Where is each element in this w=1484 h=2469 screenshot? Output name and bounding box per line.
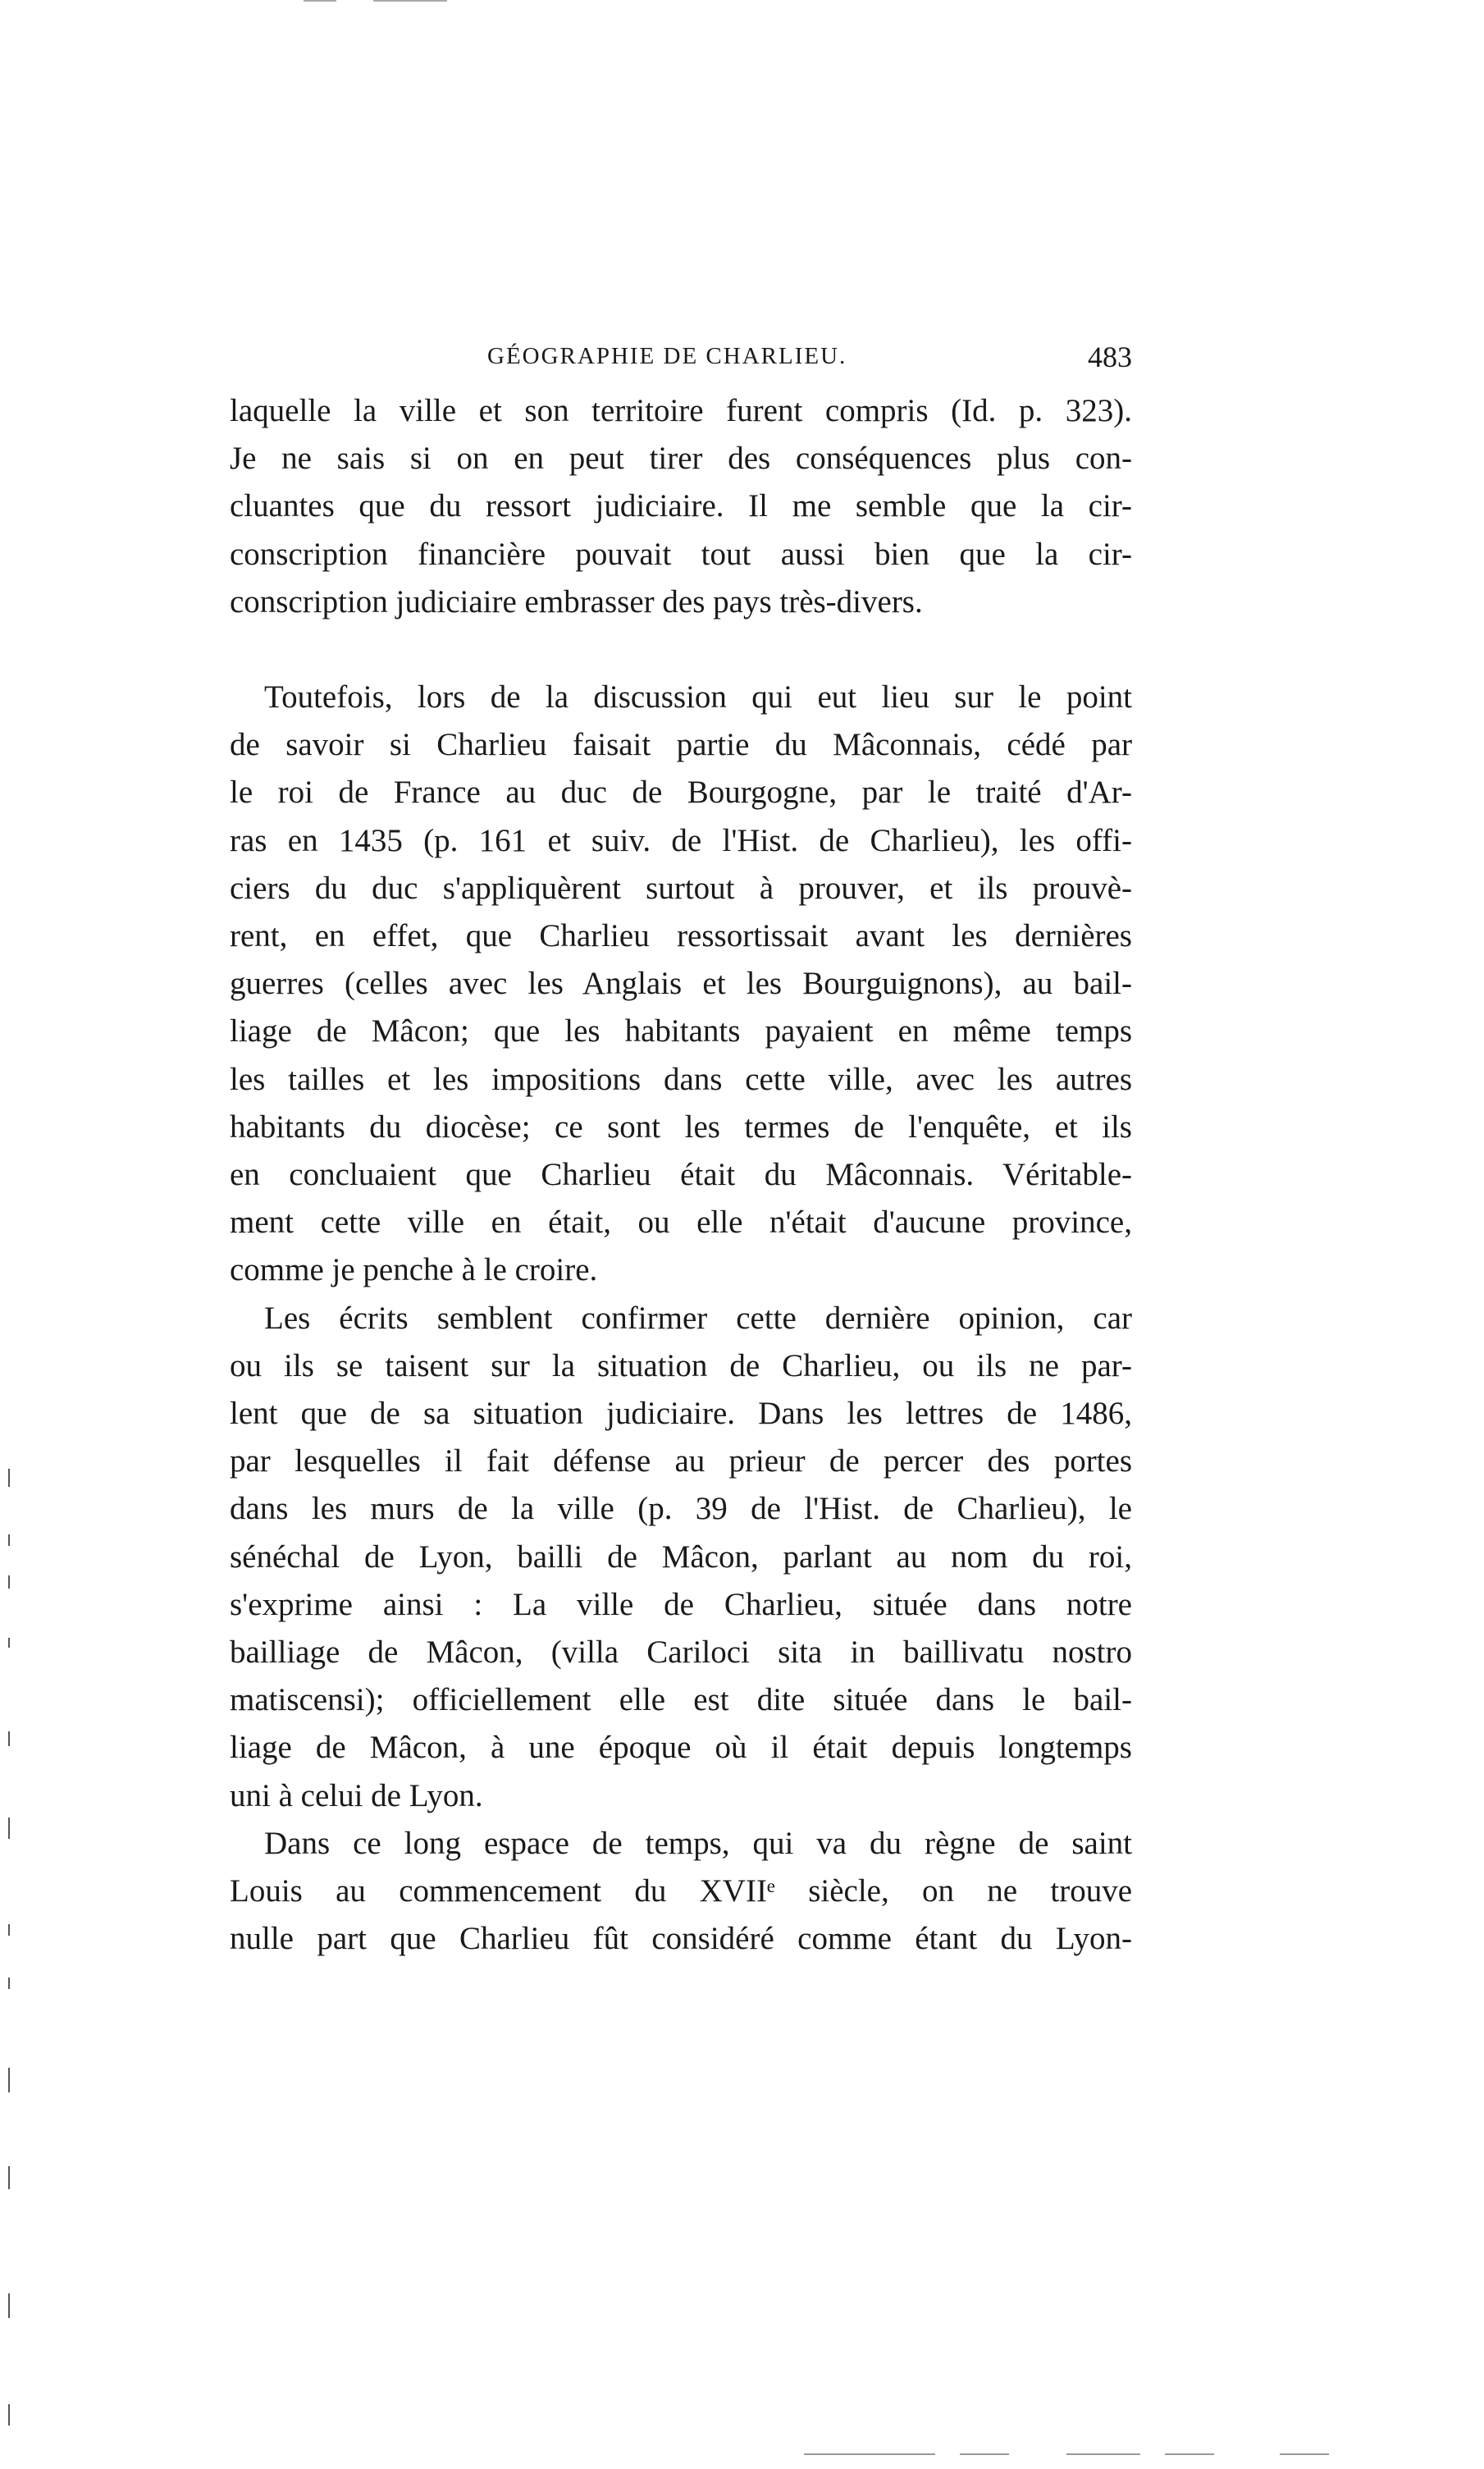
text-line: liage de Mâcon, à une époque où il était depuis longtemps [230,1730,1132,1766]
scan-edge-mark [8,1534,10,1546]
scan-edge-mark [960,2453,1009,2455]
scan-edge-mark [8,1924,10,1936]
running-head [230,343,1132,384]
text-line: rent, en effet, que Charlieu ressortissait avant les dernières [230,918,1132,954]
text-line: ciers du duc s'appliquèrent surtout à prouver, et ils prouvè- [230,870,1132,906]
scan-edge-mark [8,1977,10,1989]
text-line: Toutefois, lors de la discussion qui eut lieu sur le point [264,679,1132,716]
paragraph [230,387,1132,626]
scan-edge-mark [8,2068,10,2092]
text-line: ras en 1435 (p. 161 et suiv. de l'Hist. de Charlieu), les offi- [230,822,1132,858]
text-line: laquelle la ville et son territoire furent compris (Id. p. 323). [230,393,1132,428]
scan-edge-mark [8,1817,10,1839]
body-text [230,387,1132,1964]
text-line: Dans ce long espace de temps, qui va du règne de saint [264,1825,1132,1861]
text-line: bailliage de Mâcon, (villa Cariloci sita in baillivatu nostro [230,1635,1132,1671]
scan-edge-mark [1280,2453,1329,2455]
text-line: dans les murs de la ville (p. 39 de l'Hist. de Charlieu), le [230,1491,1132,1527]
paragraph [230,1820,1132,1964]
text-line: conscription financière pouvait tout aussi bien que la cir- [230,536,1132,572]
running-title: GÉOGRAPHIE DE CHARLIEU. [487,343,847,369]
text-line: guerres (celles avec les Anglais et les Bourguignons), au bail- [230,966,1132,1002]
text-line: liage de Mâcon; que les habitants payaient en même temps [230,1013,1132,1049]
text-line: habitants du diocèse; ce sont les termes de l'enquête, et ils [230,1109,1132,1145]
text-line: uni à celui de Lyon. [230,1777,483,1813]
text-line: ment cette ville en était, ou elle n'était d'aucune province, [230,1205,1132,1241]
scan-edge-mark [8,2293,10,2318]
scan-edge-mark [1165,2453,1214,2455]
text-line: cluantes que du ressort judiciaire. Il me semble que la cir- [230,488,1132,524]
text-line: le roi de France au duc de Bourgogne, par le traité d'Ar- [230,775,1132,811]
scan-edge-mark [8,2166,10,2189]
scan-edge-mark [8,1469,10,1487]
text-line: les tailles et les impositions dans cette ville, avec les autres [230,1061,1132,1097]
scan-edge-mark [8,2404,10,2426]
paragraph [230,1295,1132,1820]
text-line: de savoir si Charlieu faisait partie du Mâconnais, cédé par [230,727,1132,763]
paragraph [230,674,1132,1295]
scan-edge-mark [8,1731,10,1746]
text-line: conscription judiciaire embrasser des pays très-divers. [230,583,923,620]
text-line: nulle part que Charlieu fût considéré comme étant du Lyon- [230,1921,1132,1957]
text-line: comme je penche à le croire. [230,1252,598,1288]
text-line: Les écrits semblent confirmer cette dernière opinion, car [264,1300,1132,1336]
text-line: sénéchal de Lyon, bailli de Mâcon, parlant au nom du roi, [230,1539,1132,1575]
scan-edge-mark [8,1575,10,1589]
text-line: Je ne sais si on en peut tirer des conséquences plus con- [230,441,1132,477]
text-line: s'exprime ainsi : La ville de Charlieu, située dans notre [230,1586,1132,1622]
text-line: par lesquelles il fait défense au prieur de percer des portes [230,1443,1132,1479]
scan-edge-mark [1066,2453,1140,2455]
scan-edge-mark [8,1638,10,1648]
text-line: ou ils se taisent sur la situation de Charlieu, ou ils ne par- [230,1347,1132,1383]
scan-edge-mark [804,2453,935,2455]
scan-edge-mark [304,0,336,2]
text-line: matiscensi); officiellement elle est dite située dans le bail- [230,1682,1132,1718]
scan-edge-mark [373,0,447,2]
text-line: Louis au commencement du XVIIᵉ siècle, on ne trouve [230,1873,1132,1909]
page-number: 483 [1088,341,1132,373]
text-line: en concluaient que Charlieu était du Mâconnais. Véritable- [230,1157,1132,1193]
text-line: lent que de sa situation judiciaire. Dans les lettres de 1486, [230,1396,1132,1432]
